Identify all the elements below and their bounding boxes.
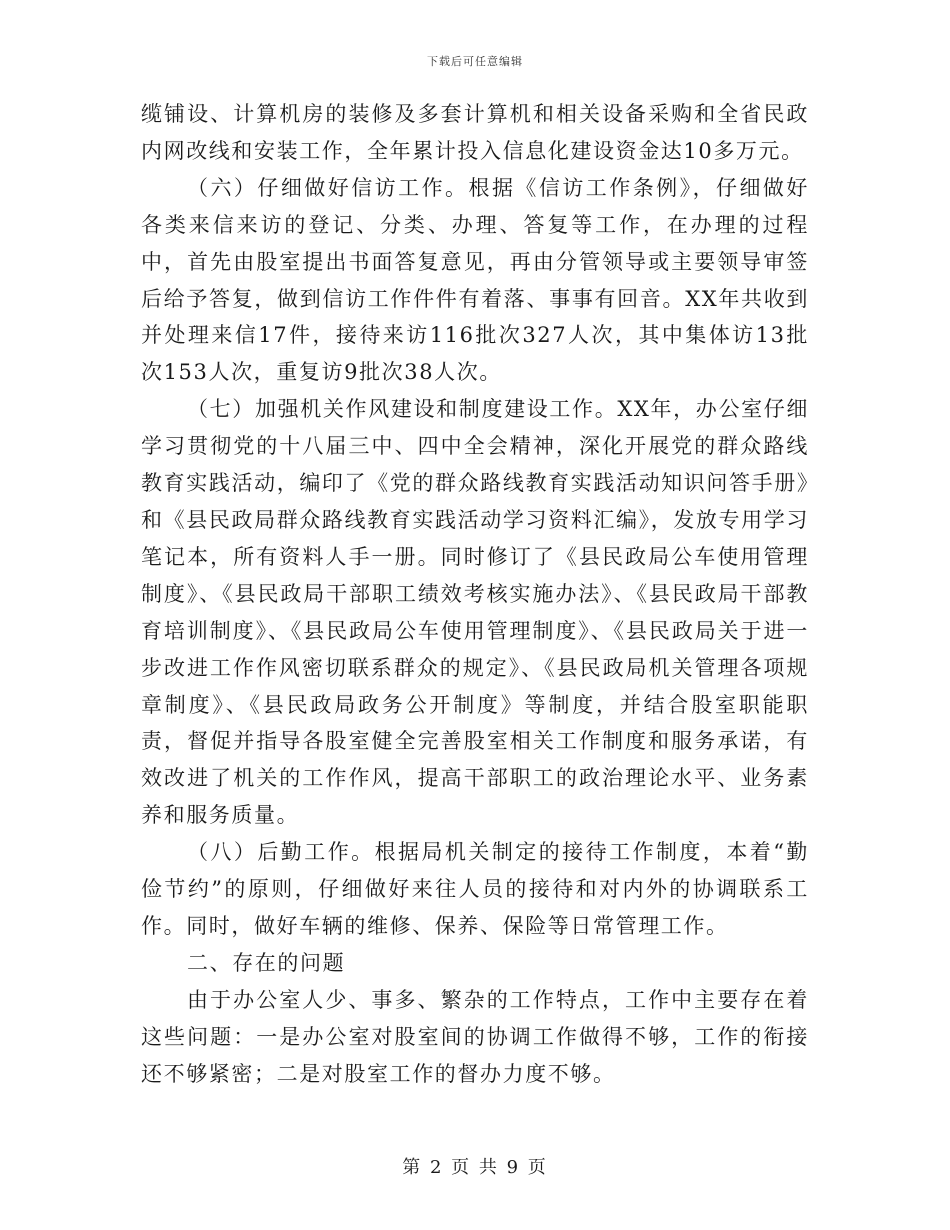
paragraph-section-6: （六）仔细做好信访工作。根据《信访工作条例》，仔细做好各类来信来访的登记、分类、办理、答复等工作，在办理的过程中，首先由股室提出书面答复意见，再由分管领导或主要领导审签后给予答复，做到信访工作件件有着落、事事有回音。XX年共收到并处理来信17件，接待来访116批次327人次，其中集体访13批次153人次，重复访9批次38人次。 <box>141 175 809 385</box>
page-number-footer: 第 2 页 共 9 页 <box>402 1157 548 1178</box>
page-header: 下载后可任意编辑 <box>427 55 523 68</box>
section-heading-problems: 二、存在的问题 <box>187 950 346 975</box>
paragraph-section-8: （八）后勤工作。根据局机关制定的接待工作制度，本着“勤俭节约”的原则，仔细做好来往人员的接待和对内外的协调联系工作。同时，做好车辆的维修、保养、保险等日常管理工作。 <box>141 840 809 938</box>
paragraph-problems: 由于办公室人少、事多、繁杂的工作特点，工作中主要存在着这些问题：一是办公室对股室间的协调工作做得不够，工作的衔接还不够紧密；二是对股室工作的督办力度不够。 <box>141 987 809 1086</box>
document-body <box>141 96 809 1092</box>
paragraph-continued: 缆铺设、计算机房的装修及多套计算机和相关设备采购和全省民政内网改线和安装工作，全年累计投入信息化建设资金达10多万元。 <box>141 102 809 163</box>
paragraph-section-7: （七）加强机关作风建设和制度建设工作。XX年，办公室仔细学习贯彻党的十八届三中、四中全会精神，深化开展党的群众路线教育实践活动，编印了《党的群众路线教育实践活动知识问答手册》和《县民政局群众路线教育实践活动学习资料汇编》，发放专用学习笔记本，所有资料人手一册。同时修订了《县民政局公车使用管理制度》、《县民政局干部职工绩效考核实施办法》、《县民政局干部教育培训制度》、《县民政局公车使用管理制度》、《县民政局关于进一步改进工作作风密切联系群众的规定》、《县民政局机关管理各项规章制度》、《县民政局政务公开制度》等制度，并结合股室职能职责，督促并指导各股室健全完善股室相关工作制度和服务承诺，有效改进了机关的工作作风，提高干部职工的政治理论水平、业务素养和服务质量。 <box>141 397 809 828</box>
